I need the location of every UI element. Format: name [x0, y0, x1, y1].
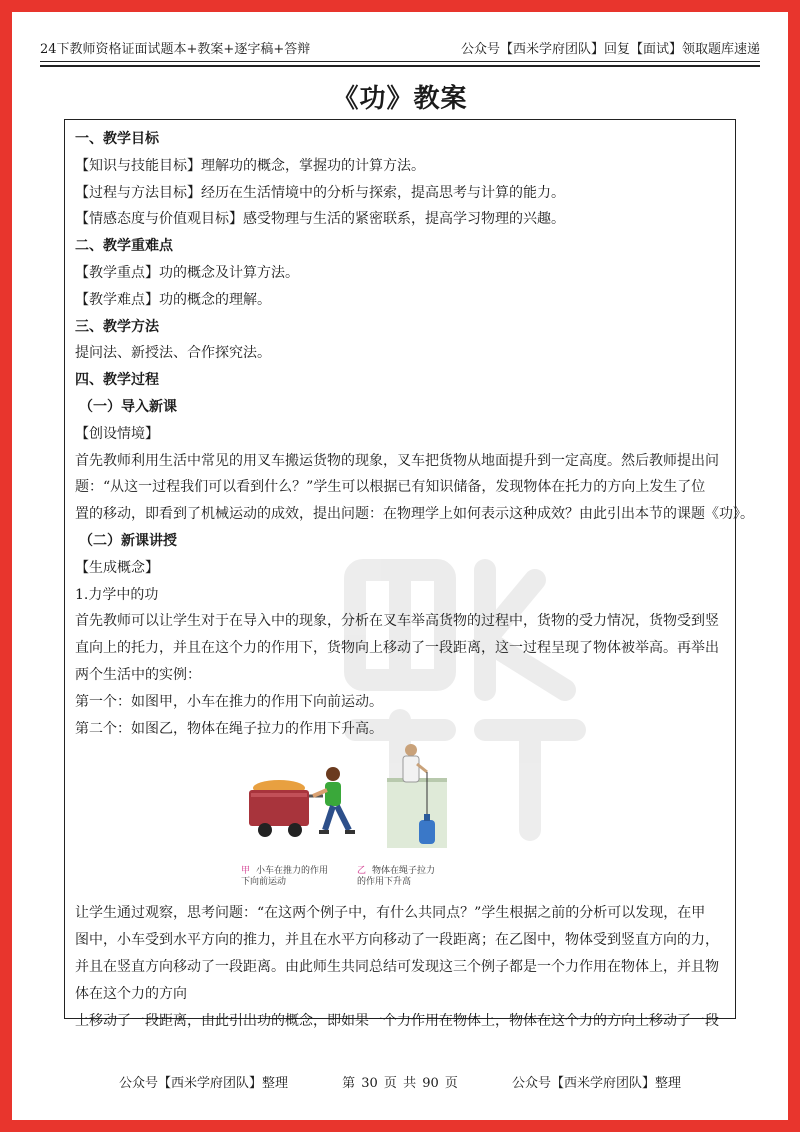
paragraph-line: 首先教师利用生活中常见的用叉车搬运货物的现象，叉车把货物从地面提升到一定高度。然后教师提出问	[75, 452, 719, 469]
paragraph-line: 第一个：如图甲，小车在推力的作用下向前运动。	[75, 693, 383, 710]
figure-b-mark: 乙	[357, 866, 367, 877]
paragraph-line: 【过程与方法目标】经历在生活情境中的分析与探索，提高思考与计算的能力。	[75, 184, 565, 201]
paragraph-line: 图中，小车受到水平方向的推力，并且在水平方向移动了一段距离；在乙图中，物体受到竖直方向的力，	[75, 932, 719, 949]
cart-wheel	[258, 823, 272, 837]
paragraph-line: 并且在竖直方向移动了一段距离。由此师生共同总结可发现这三个例子都是一个力作用在物体上，并且物	[75, 958, 719, 975]
section-heading: 三、教学方法	[75, 318, 159, 335]
document-title: 《功》教案	[332, 84, 468, 114]
header-rule	[40, 65, 760, 67]
content-box	[64, 119, 754, 1029]
page-number: 第 30 页 共 90 页	[342, 1076, 458, 1091]
header-right-text: 公众号【西米学府团队】回复【面试】领取题库速递	[460, 42, 760, 57]
content-body	[75, 126, 754, 1034]
figure-b-caption: 乙 物体在绳子拉力 的作用下升高	[357, 866, 436, 888]
paragraph-line: 【生成概念】	[75, 559, 159, 576]
footer-right-text: 公众号【西米学府团队】整理	[512, 1076, 682, 1091]
page-footer	[0, 1072, 800, 1091]
subsection-heading: （一）导入新课	[79, 398, 177, 415]
paragraph-line: 第二个：如图乙，物体在绳子拉力的作用下升高。	[75, 720, 383, 737]
paragraph-line: 直向上的托力，并且在这个力的作用下，货物向上移动了一段距离，这一过程呈现了物体被举高。再举出	[75, 640, 719, 657]
paragraph-line: 【教学重点】功的概念及计算方法。	[75, 264, 299, 281]
figure-a-mark: 甲	[241, 866, 251, 877]
section-heading: 二、教学重难点	[75, 238, 173, 255]
subsection-heading: （二）新课讲授	[79, 532, 177, 549]
page-header	[40, 32, 760, 62]
section-heading: 一、教学目标	[75, 131, 159, 147]
paragraph-line: 让学生通过观察，思考问题：“在这两个例子中，有什么共同点？”学生根据之前的分析可以发现，在甲	[75, 905, 706, 922]
paragraph-line: 【情感态度与价值观目标】感受物理与生活的紧密联系，提高学习物理的兴趣。	[75, 211, 565, 228]
paragraph-line: 【创设情境】	[75, 425, 159, 442]
shirt	[325, 782, 341, 806]
header-left-text: 24下教师资格证面试题本+教案+逐字稿+答辩	[40, 42, 311, 57]
footer-left-text: 公众号【西米学府团队】整理	[118, 1076, 288, 1091]
paragraph-line: 置的移动，即看到了机械运动的成效，提出问题：在物理学上如何表示这种成效？由此引出本节的课题《功》。	[75, 506, 754, 523]
paragraph-line: 上移动了一段距离，由此引出功的概念，即如果一个力作用在物体上，物体在这个力的方向上移动了一段	[75, 1012, 719, 1029]
paragraph-line: 题：“从这一过程我们可以看到什么？”学生可以根据已有知识储备，发现物体在托力的方向上发生了位	[75, 479, 706, 496]
paragraph-line: 1.力学中的功	[75, 586, 159, 603]
cart-wheel	[288, 823, 302, 837]
rope-lift-illustration	[383, 742, 451, 850]
paragraph-line: 首先教师可以让学生对于在导入中的现象，分析在叉车举高货物的过程中，货物的受力情况，货物受到竖	[75, 613, 719, 630]
figure-examples	[75, 742, 727, 900]
paragraph-line: 两个生活中的实例：	[75, 666, 201, 683]
section-heading: 四、教学过程	[75, 372, 159, 389]
paragraph-line: 【知识与技能目标】理解功的概念，掌握功的计算方法。	[75, 157, 425, 174]
paragraph-line: 【教学难点】功的概念的理解。	[75, 291, 271, 308]
paragraph-line: 提问法、新授法、合作探究法。	[75, 345, 271, 362]
cart-push-illustration	[241, 760, 359, 860]
figure-a-caption: 甲 小车在推力的作用 下向前运动	[241, 866, 329, 888]
bottle	[419, 820, 435, 844]
paragraph-line: 体在这个力的方向	[75, 985, 187, 1002]
